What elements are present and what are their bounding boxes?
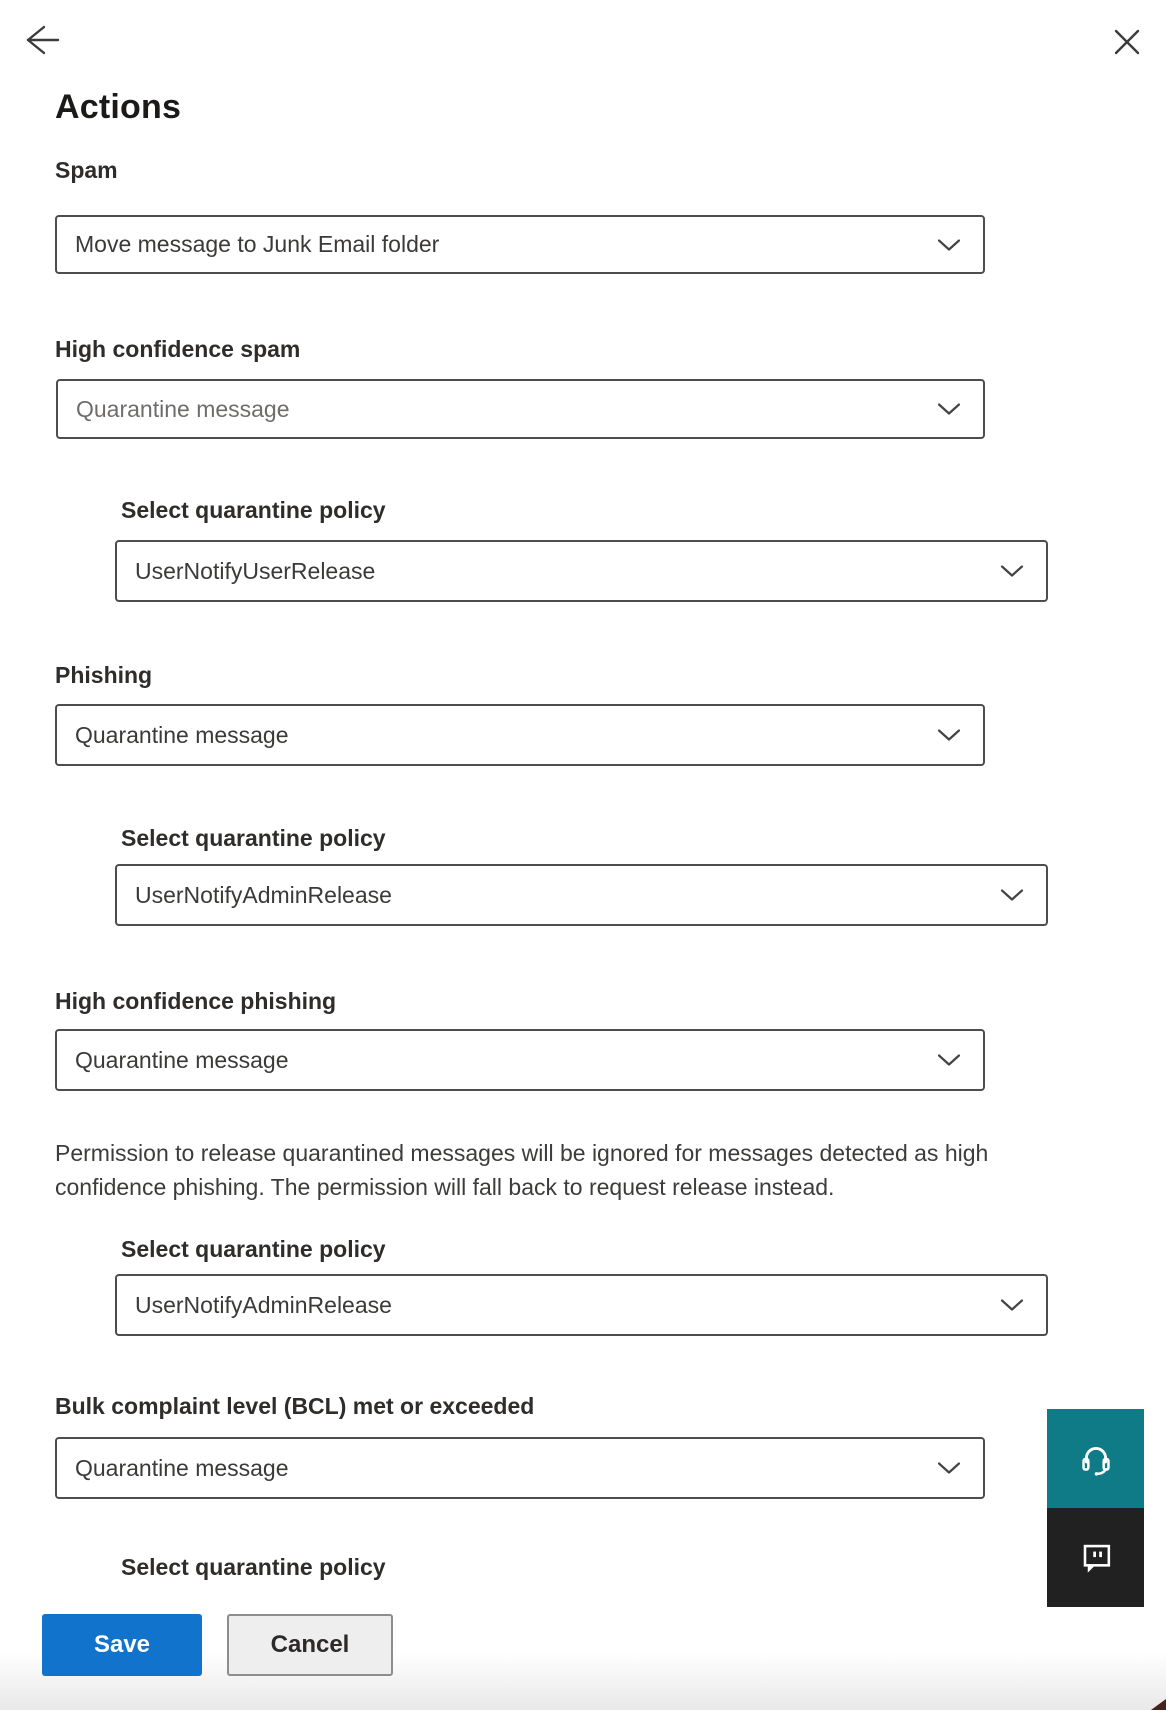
phishing-action-value: Quarantine message (75, 721, 289, 748)
chevron-down-icon (1000, 1299, 1024, 1312)
quarantine-policy-value-spam: UserNotifyUserRelease (135, 557, 376, 584)
chat-feedback-icon (1074, 1536, 1118, 1580)
spam-action-dropdown[interactable] (55, 215, 985, 274)
page-title: Actions (55, 88, 182, 126)
quarantine-policy-label-phishing: Select quarantine policy (121, 825, 386, 851)
high-confidence-spam-action-value: Quarantine message (76, 395, 290, 422)
high-confidence-phishing-label: High confidence phishing (55, 988, 337, 1014)
back-arrow-icon (22, 23, 60, 57)
chevron-down-icon (1000, 565, 1024, 578)
bcl-action-dropdown[interactable] (55, 1437, 985, 1499)
feedback-button[interactable] (1047, 1508, 1144, 1607)
quarantine-policy-label-bcl-clipped: Select quarantine policy (121, 1554, 386, 1580)
quarantine-policy-value-hcp: UserNotifyAdminRelease (135, 1291, 392, 1318)
chevron-down-icon (937, 729, 961, 742)
chevron-down-icon (937, 238, 961, 251)
cancel-button[interactable]: Cancel (227, 1614, 393, 1676)
cursor-artifact (1151, 1699, 1166, 1710)
quarantine-policy-value-phishing: UserNotifyAdminRelease (135, 881, 392, 908)
save-button[interactable]: Save (42, 1614, 202, 1676)
chevron-down-icon (1000, 889, 1024, 902)
chevron-down-icon (937, 403, 961, 416)
phishing-action-dropdown[interactable] (55, 704, 985, 766)
quarantine-policy-label-hcp: Select quarantine policy (121, 1236, 386, 1262)
chevron-down-icon (937, 1054, 961, 1067)
spam-label: Spam (55, 157, 118, 183)
quarantine-policy-dropdown-spam[interactable] (115, 540, 1048, 602)
phishing-label: Phishing (55, 662, 153, 688)
bcl-action-value: Quarantine message (75, 1454, 289, 1481)
spam-action-value: Move message to Junk Email folder (75, 231, 440, 257)
high-confidence-spam-action-dropdown[interactable] (56, 379, 985, 439)
back-button[interactable] (18, 18, 64, 62)
quarantine-policy-dropdown-hcp[interactable] (115, 1274, 1048, 1336)
headset-icon (1073, 1436, 1119, 1482)
bcl-label: Bulk complaint level (BCL) met or exceeded (55, 1393, 535, 1419)
high-confidence-phishing-action-value: Quarantine message (75, 1046, 289, 1073)
high-confidence-phishing-action-dropdown[interactable] (55, 1029, 985, 1091)
close-icon (1112, 27, 1142, 57)
close-button[interactable] (1104, 20, 1150, 64)
high-confidence-phishing-note: Permission to release quarantined messages will be ignored for messages detected as high confidence phishing. The permission will fall back to request release instead. (55, 1140, 989, 1200)
chevron-down-icon (937, 1462, 961, 1475)
quarantine-policy-label-spam: Select quarantine policy (121, 497, 386, 523)
support-button[interactable] (1047, 1409, 1144, 1508)
high-confidence-spam-label: High confidence spam (55, 336, 301, 362)
quarantine-policy-dropdown-phishing[interactable] (115, 864, 1048, 926)
